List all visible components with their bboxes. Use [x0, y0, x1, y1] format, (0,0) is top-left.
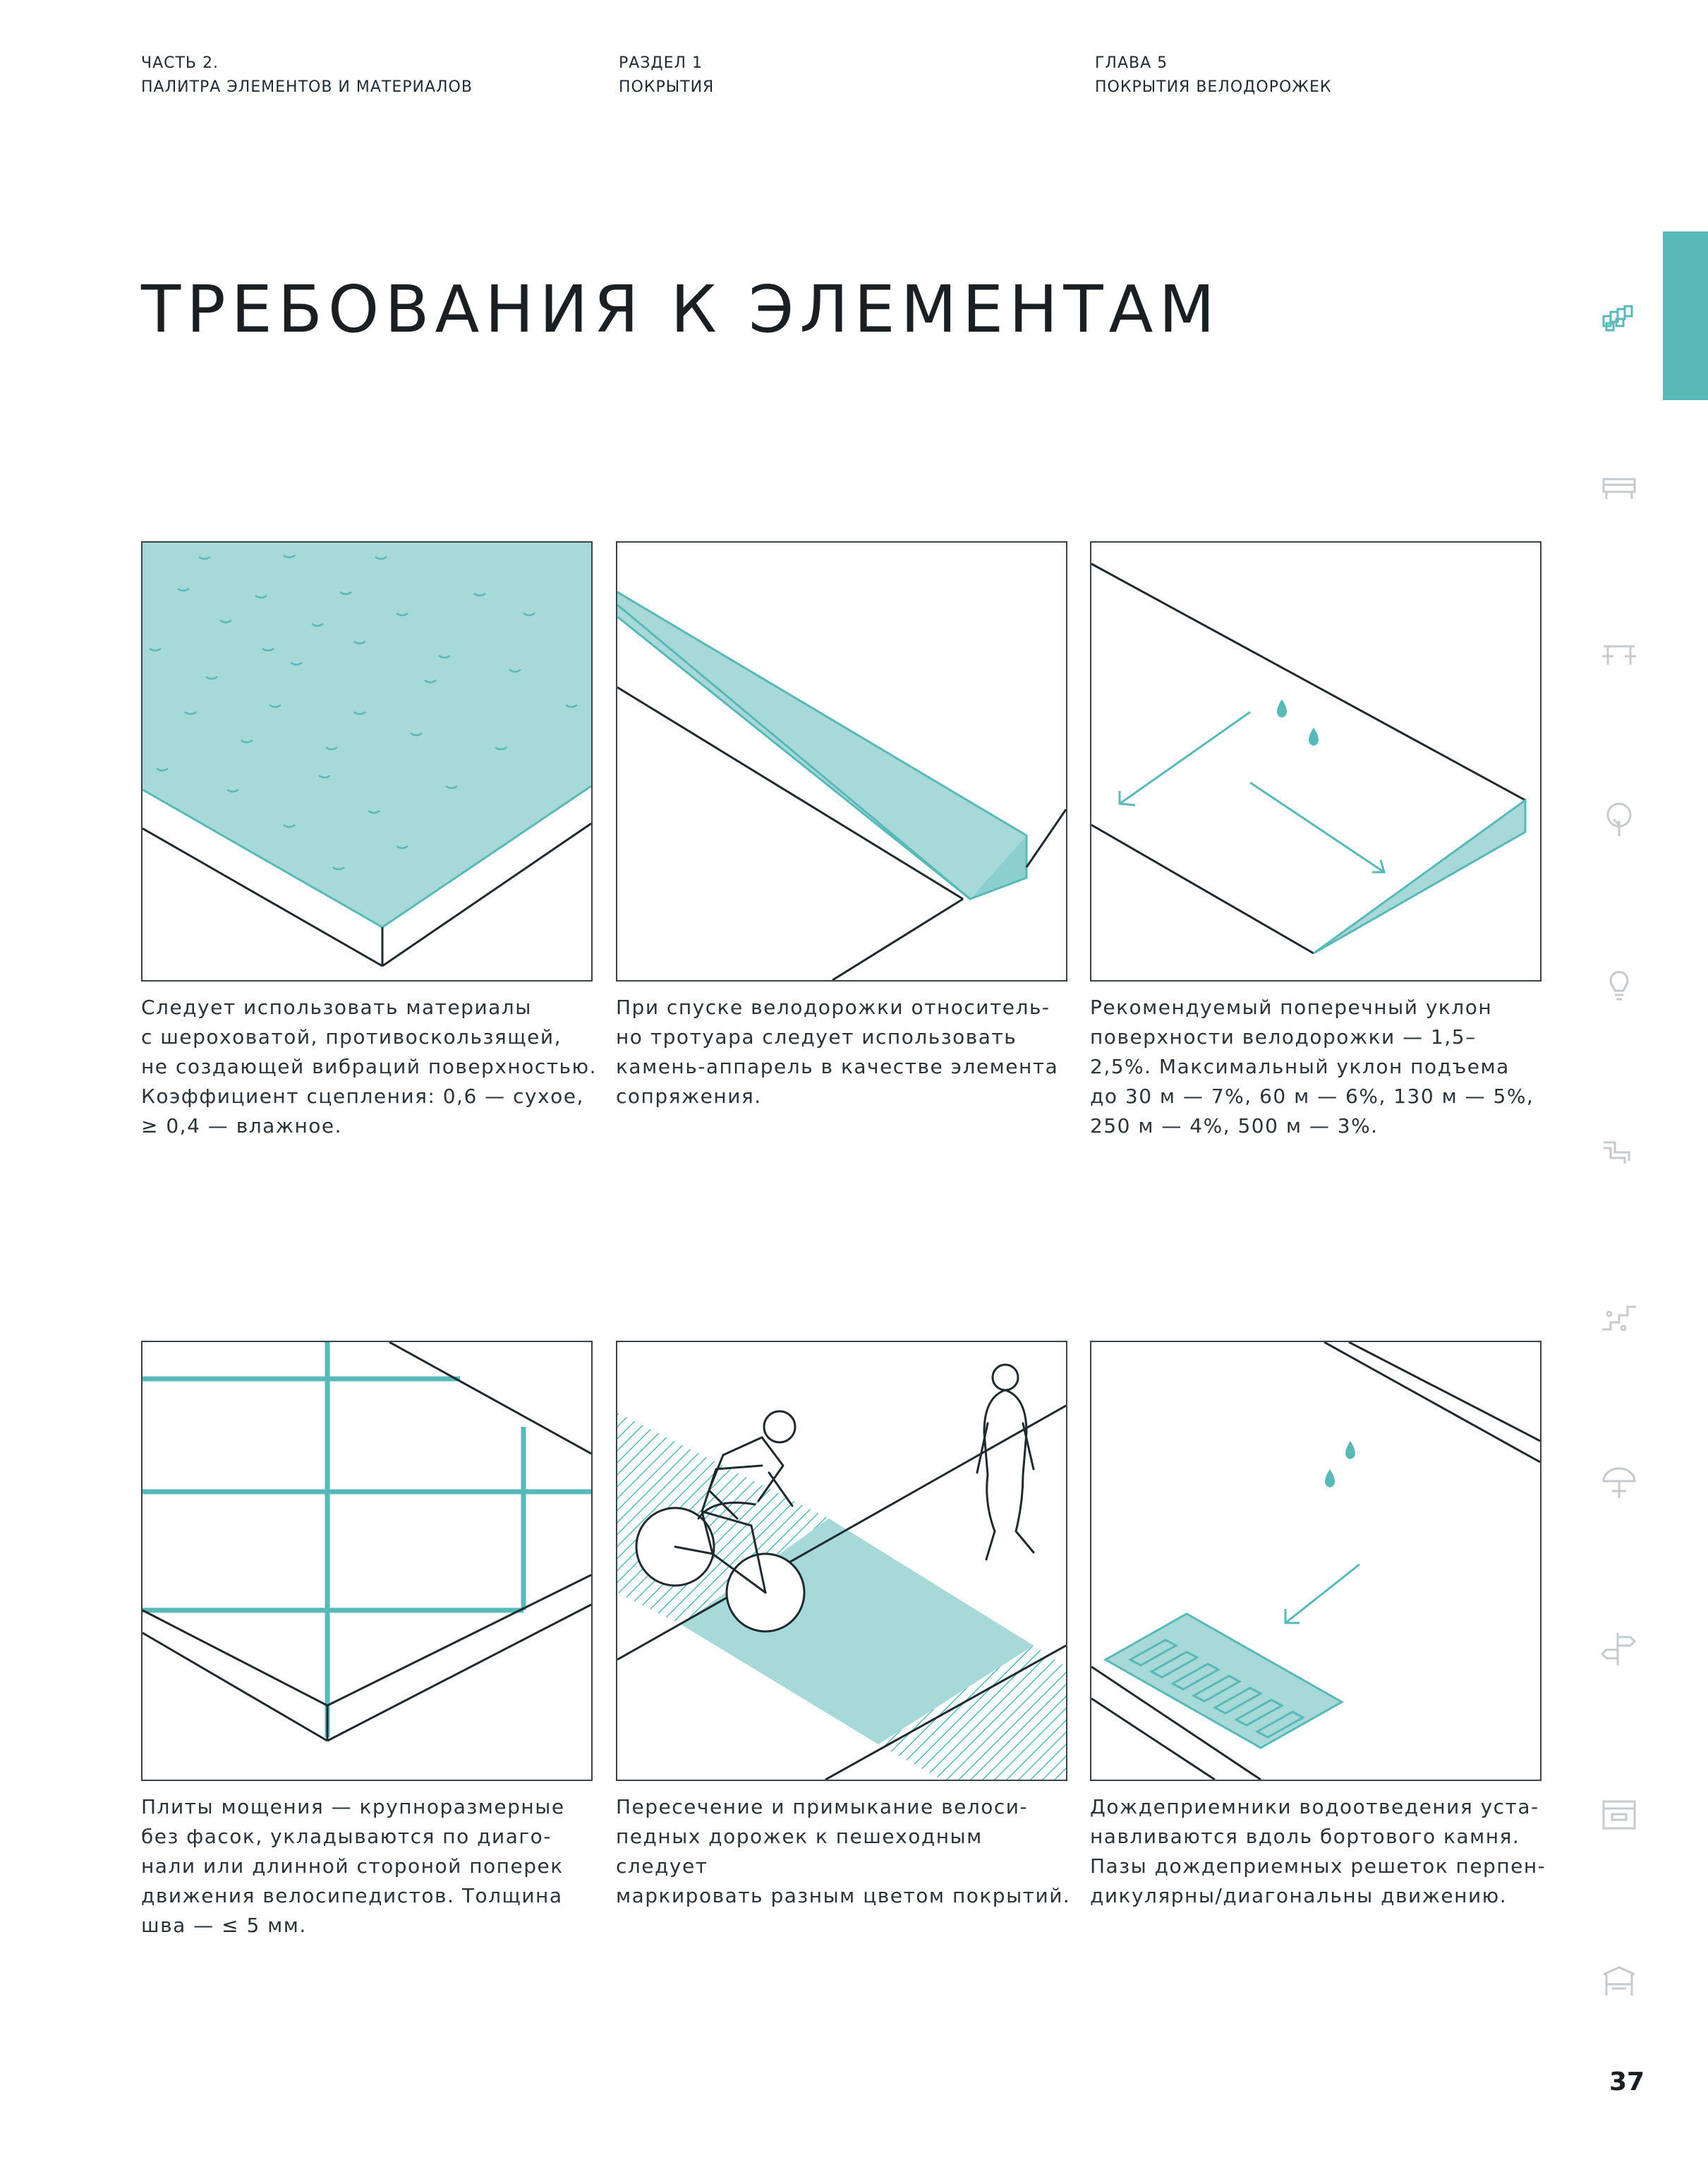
figure-textured-surface	[141, 541, 593, 982]
bus-stop-icon[interactable]	[1599, 1960, 1639, 2000]
page-title: ТРЕБОВАНИЯ К ЭЛЕМЕНТАМ	[141, 272, 1221, 347]
caption-cross-slope: Рекомендуемый поперечный уклон поверхности велодорожки — 1,5– 2,5%. Максимальный уклон подъема до 30 м — 7%, 60 м — 6%, 130 м — 5%, 250 м — 4%, 500 м — 3%.	[1090, 996, 1534, 1137]
header-part: ЧАСТЬ 2. ПАЛИТРА ЭЛЕМЕНТОВ И МАТЕРИАЛОВ	[141, 54, 473, 96]
figure-cross-slope	[1090, 541, 1542, 982]
umbrella-icon[interactable]	[1599, 1463, 1639, 1502]
header-chapter: ГЛАВА 5 ПОКРЫТИЯ ВЕЛОДОРОЖЕК	[1095, 54, 1332, 96]
tree-icon[interactable]	[1599, 799, 1639, 839]
lamp-icon[interactable]	[1599, 965, 1639, 1005]
caption-textured-surface: Следует использовать материалы с шероховатой, противоскользящей, не создающей вибраций поверхностью. Коэффициент сцепления: 0,6 — сухое, ≥ 0,4 — влажное.	[141, 996, 598, 1137]
figure-ramp-stone	[616, 541, 1067, 982]
paving-icon[interactable]	[1599, 302, 1639, 342]
caption-storm-drain: Дождеприемники водоотведения уста- навливаются вдоль бортового камня. Пазы дождеприемных решеток перпен- дикулярны/диагональны движению.	[1090, 1795, 1546, 1907]
caption-ramp-stone: При спуске велодорожки относитель- но тротуара следует использовать камень-аппарель в качестве элемента сопряжения.	[616, 996, 1059, 1108]
figure-paving-slabs	[141, 1341, 593, 1781]
table-icon[interactable]	[1599, 634, 1639, 673]
signpost-icon[interactable]	[1599, 1629, 1639, 1668]
chapter-tab[interactable]	[1663, 231, 1708, 400]
stairs-icon[interactable]	[1599, 1297, 1639, 1336]
figure-storm-drain	[1090, 1341, 1542, 1781]
figure-crossing	[616, 1341, 1067, 1781]
caption-paving-slabs: Плиты мощения — крупноразмерные без фасок, укладываются по диаго- нали или длинной стороной поперек движения велосипедистов. Толщина шва — ≤ 5 мм.	[141, 1795, 565, 1937]
kiosk-icon[interactable]	[1599, 1794, 1639, 1834]
pipe-icon[interactable]	[1599, 1131, 1639, 1171]
page-number: 37	[1609, 2068, 1645, 2096]
caption-crossing: Пересечение и примыкание велоси- педных дорожек к пешеходным следует маркировать разным цветом покрытий.	[616, 1795, 1071, 1907]
bench-icon[interactable]	[1599, 468, 1639, 507]
header-section: РАЗДЕЛ 1 ПОКРЫТИЯ	[619, 54, 715, 96]
